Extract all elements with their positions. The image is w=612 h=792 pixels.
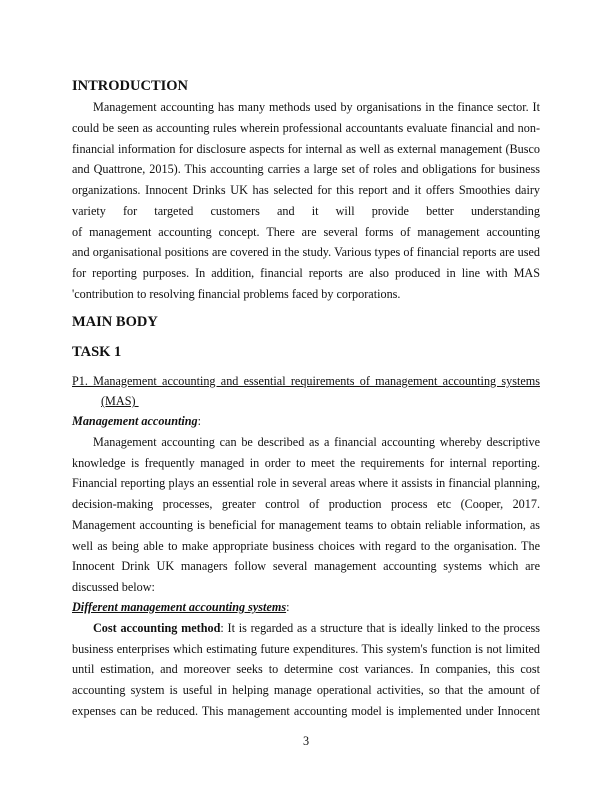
text-line <box>72 618 540 638</box>
text-line: expenses can be reduced. This management accounting model is implemented under Innocent <box>72 703 540 718</box>
line-text: : It is regarded as a structure that is ideally linked to the process <box>220 621 540 635</box>
text-line: Management accounting has many methods used by organisations in the finance sector. It <box>93 100 540 114</box>
subheading-different-systems <box>72 597 540 617</box>
p1-heading-line1: P1. Management accounting and essential requirements of management accounting systems <box>72 374 540 388</box>
main-body-heading: MAIN BODY <box>72 314 158 330</box>
text-line: and Quattrone, 2015). This accounting carries a large set of roles and obligations for business <box>72 162 540 177</box>
text-line: well as being able to make appropriate business choices with regard to the organisation. The <box>72 538 540 553</box>
text-line: and organisational positions are covered in the study. Various types of financial reports are used <box>72 245 540 260</box>
text-line: knowledge is frequently managed in order to meet the requirements for internal reporting. <box>72 455 540 470</box>
task-heading: TASK 1 <box>72 344 122 360</box>
text-line: variety for targeted customers and it will provide better understanding <box>72 203 540 218</box>
p1-heading-line2 <box>72 391 569 411</box>
text-line: 'contribution to resolving financial problems faced by corporations. <box>72 286 401 301</box>
intro-heading: INTRODUCTION <box>72 78 189 94</box>
text-line: financial information for disclosure aspects for internal as well as external management (Busco <box>72 141 540 156</box>
text-line: organizations. Innocent Drinks UK has selected for this report and it offers Smoothies dairy <box>72 183 540 197</box>
text-line: business enterprises which estimating future expenditures. This system's function is not limited <box>72 641 540 656</box>
colon: : <box>286 600 290 614</box>
text-line: Management accounting can be described as a financial accounting whereby descriptive <box>93 435 540 449</box>
colon: : <box>197 414 202 428</box>
text-line: discussed below: <box>72 579 155 594</box>
text-line: until estimation, and moreover seeks to determine cost variances. In companies, this cost <box>72 662 540 677</box>
subheading-management-accounting <box>72 411 540 431</box>
text-line: could be seen as accounting rules wherein professional accountants evaluate financial and non- <box>72 120 540 135</box>
bold-label: Cost accounting method <box>93 621 221 635</box>
text-line: of management accounting concept. There are several forms of management accounting <box>72 224 540 239</box>
text-line: Innocent Drink UK managers follow several management accounting systems which are <box>72 559 540 574</box>
page-number: 3 <box>302 734 310 748</box>
p1-heading-mas: (MAS) <box>101 394 139 408</box>
text-line: Financial reporting plays an essential role in several areas where it assists in financial planning, <box>72 476 540 491</box>
subheading-text: Different management accounting systems <box>72 600 287 614</box>
text-line: accounting system is useful in helping manage operational activities, so that the amount of <box>72 683 540 698</box>
subheading-text: Management accounting <box>72 414 198 428</box>
text-line: for reporting purposes. In addition, financial reports are also produced in line with MAS <box>72 266 540 280</box>
text-line: Management accounting is beneficial for management teams to obtain reliable information, as <box>72 517 540 532</box>
text-line: decision-making processes, greater control of production process etc (Cooper, 2017. <box>72 497 540 512</box>
